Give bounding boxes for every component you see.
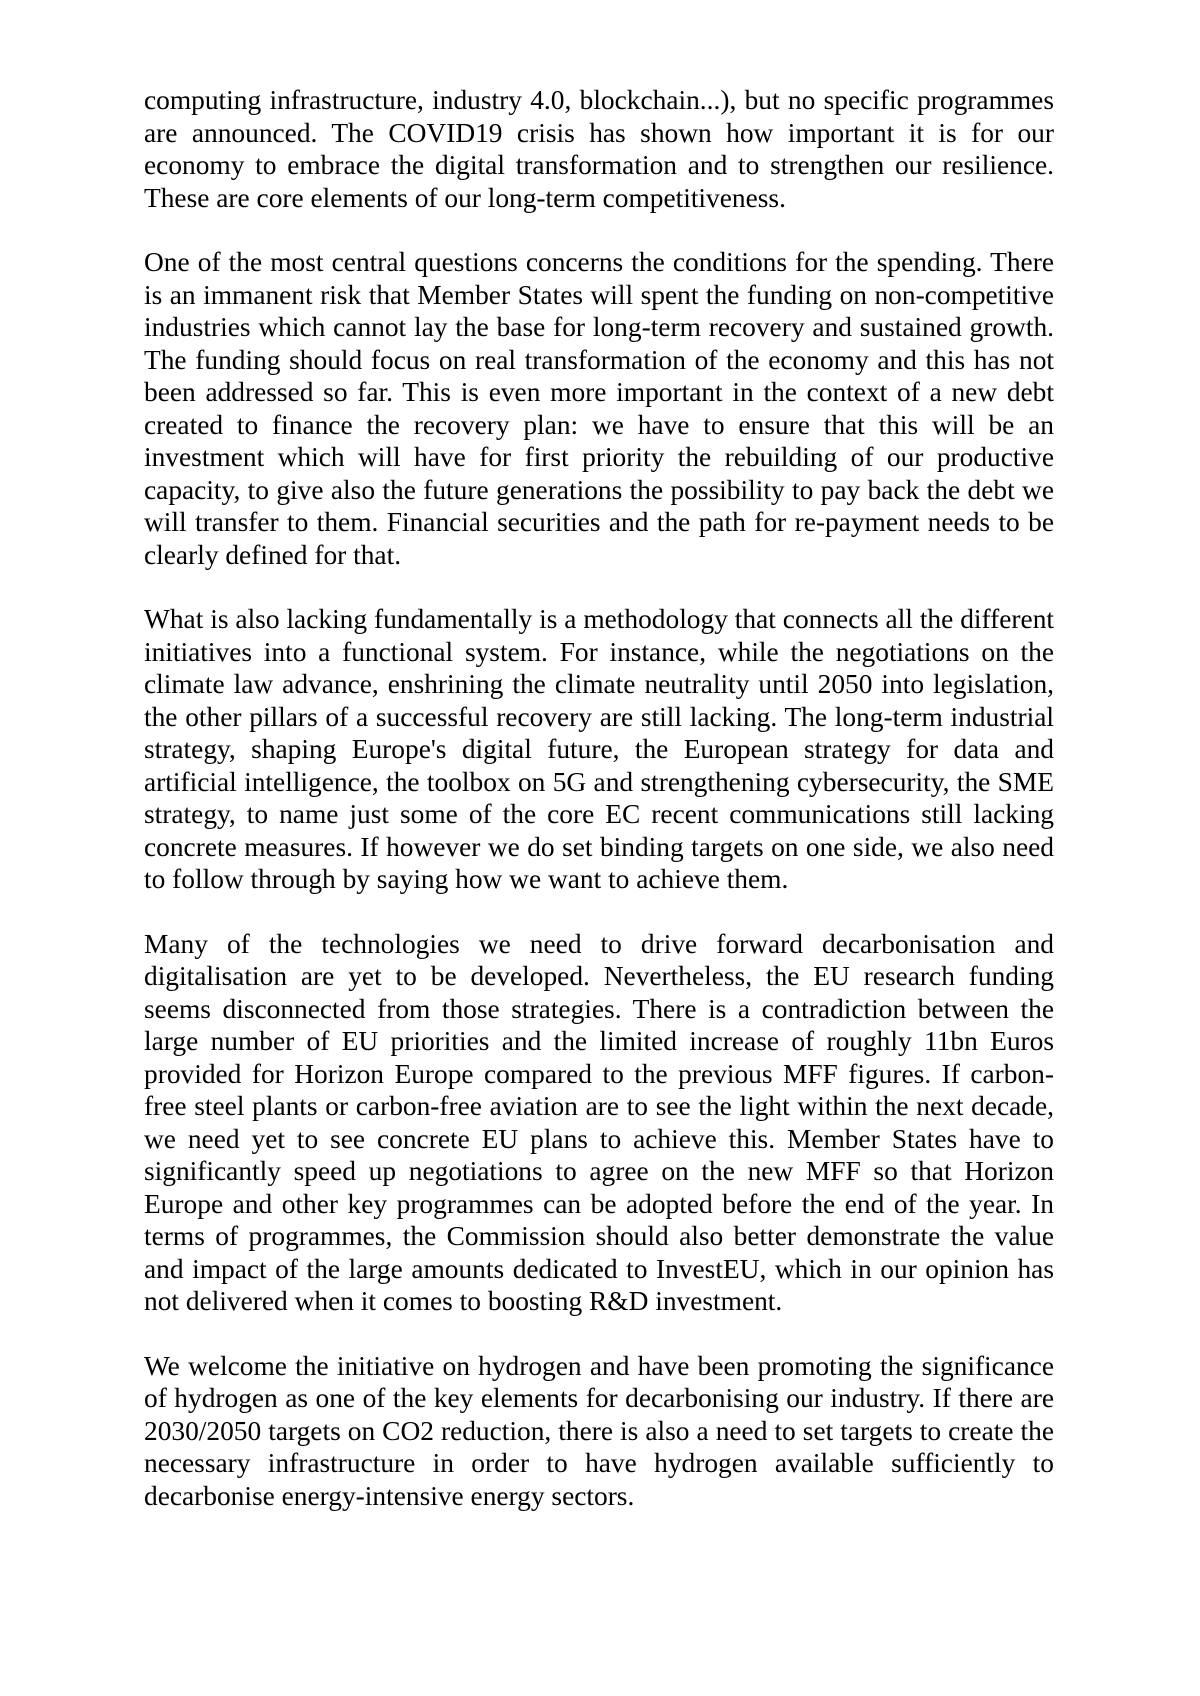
paragraph-gap <box>144 571 1054 603</box>
paragraph-gap <box>144 214 1054 246</box>
paragraph-gap <box>144 896 1054 928</box>
paragraph-gap <box>144 1318 1054 1350</box>
paragraph-methodology: What is also lacking fundamentally is a methodology that connects all the different initiatives into a functional system. For instance, while the negotiations on the climate law advance, enshrining the climate neutrality until 2050 into legislation, the other pillars of a successful recovery are still lacking. The long-term industrial strategy, shaping Europe's digital future, the European strategy for data and artificial intelligence, the toolbox on 5G and strengthening cybersecurity, the SME strategy, to name just some of the core EC recent communications still lacking concrete measures. If however we do set binding targets on one side, we also need to follow through by saying how we want to achieve them. <box>144 604 1054 894</box>
paragraph-digital-transformation: computing infrastructure, industry 4.0, blockchain...), but no specific programmes are announced. The COVID19 crisis has shown how important it is for our economy to embrace the digital transformation and to strengthen our resilience. These are core elements of our long-term competitiveness. <box>144 85 1054 213</box>
document-body <box>144 84 1054 1512</box>
paragraph-research-funding: Many of the technologies we need to drive forward decarbonisation and digitalisation are yet to be developed. Nevertheless, the EU research funding seems disconnected from those strategies. There is a contradiction between the large number of EU priorities and the limited increase of roughly 11bn Euros provided for Horizon Europe compared to the previous MFF figures. If carbon-free steel plants or carbon-free aviation are to see the light within the next decade, we need yet to see concrete EU plans to achieve this. Member States have to significantly speed up negotiations to agree on the new MFF so that Horizon Europe and other key programmes can be adopted before the end of the year. In terms of programmes, the Commission should also better demonstrate the value and impact of the large amounts dedicated to InvestEU, which in our opinion has not delivered when it comes to boosting R&D investment. <box>144 928 1054 1316</box>
paragraph-spending-conditions: One of the most central questions concerns the conditions for the spending. There is an immanent risk that Member States will spent the funding on non-competitive industries which cannot lay the base for long-term recovery and sustained growth. The funding should focus on real transformation of the economy and this has not been addressed so far. This is even more important in the context of a new debt created to finance the recovery plan: we have to ensure that this will be an investment which will have for first priority the rebuilding of our productive capacity, to give also the future generations the possibility to pay back the debt we will transfer to them. Financial securities and the path for re-payment needs to be clearly defined for that. <box>144 247 1054 570</box>
paragraph-hydrogen: We welcome the initiative on hydrogen and have been promoting the significance of hydrogen as one of the key elements for decarbonising our industry. If there are 2030/2050 targets on CO2 reduction, there is also a need to set targets to create the necessary infrastructure in order to have hydrogen available sufficiently to decarbonise energy-intensive energy sectors. <box>144 1350 1054 1511</box>
